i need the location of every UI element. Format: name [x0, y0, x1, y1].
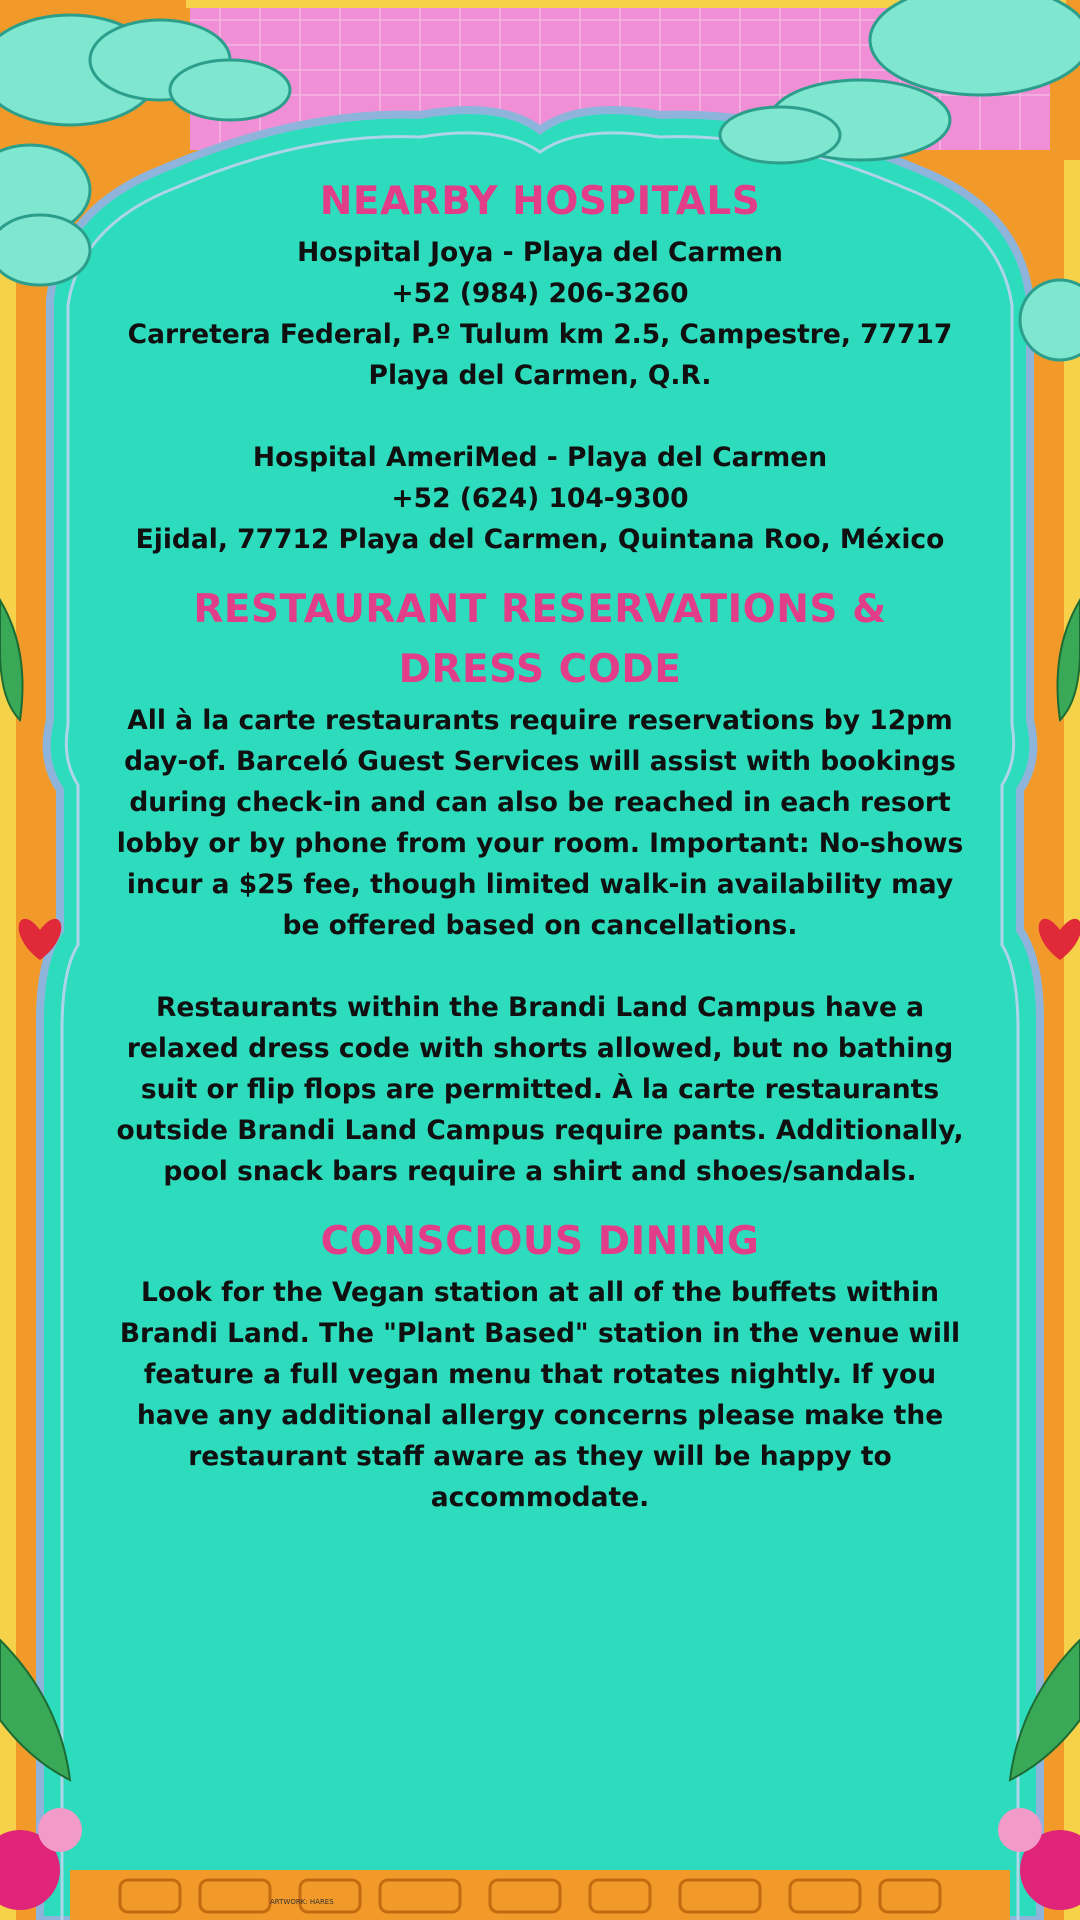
hospital-amerimed-address: Ejidal, 77712 Playa del Carmen, Quintana Roo, México	[135, 524, 945, 555]
dining-paragraph: Look for the Vegan station at all of the buffets within Brandi Land. The "Plant Based" station in the venue will feature a full vegan menu that rotates nightly. If you have any additional allergy concerns please make the restaurant staff aware as they will be happy to accommodate.	[119, 1277, 961, 1513]
reservations-paragraph: All à la carte restaurants require reservations by 12pm day-of. Barceló Guest Services will assist with bookings during check-in and can also be reached in each resort lobby or by phone from your room. Important: No-shows incur a $25 fee, though limited walk-in availability may be offered based on cancellations.	[116, 705, 964, 941]
hospitals-heading: NEARBY HOSPITALS	[319, 179, 761, 224]
reservations-heading-line-1: RESTAURANT RESERVATIONS &	[193, 587, 887, 632]
dress-code-paragraph: Restaurants within the Brandi Land Campus have a relaxed dress code with shorts allowed, but no bathing suit or flip flops are permitted. À la carte restaurants outside Brandi Land Campus require pants. Additionally, pool snack bars require a shirt and shoes/sandals.	[116, 992, 964, 1187]
dining-heading: CONSCIOUS DINING	[320, 1219, 760, 1264]
hospital-joya-name: Hospital Joya - Playa del Carmen	[297, 237, 783, 268]
hospital-amerimed-phone[interactable]: +52 (624) 104-9300	[391, 483, 689, 514]
hospital-joya-address-line-2: Playa del Carmen, Q.R.	[368, 360, 712, 391]
reservations-heading-line-2: DRESS CODE	[398, 647, 682, 692]
hospital-amerimed-name: Hospital AmeriMed - Playa del Carmen	[252, 442, 828, 473]
content-area	[108, 172, 972, 1518]
artwork-credit: ARTWORK: HARES	[270, 1898, 334, 1906]
hospital-joya-phone[interactable]: +52 (984) 206-3260	[391, 278, 689, 309]
hospital-joya-address-line-1: Carretera Federal, P.º Tulum km 2.5, Campestre, 77717	[127, 319, 953, 350]
